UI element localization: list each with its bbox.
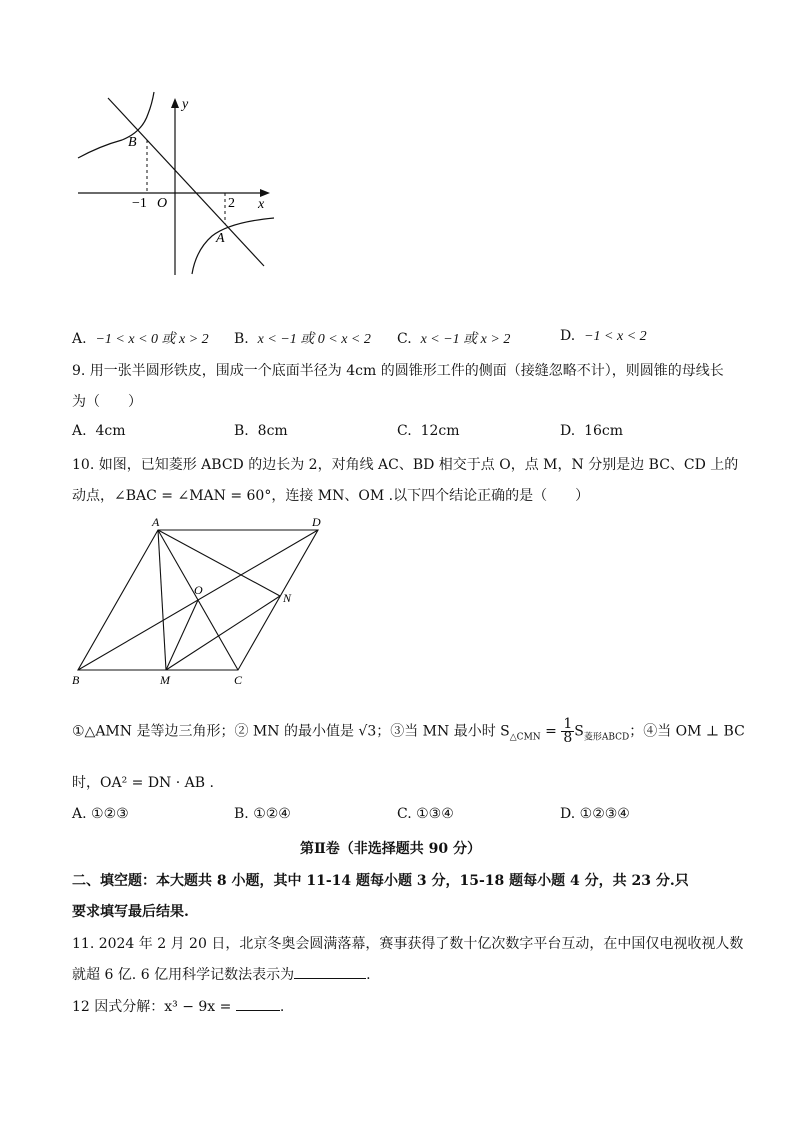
- hyperbola-branch-upper-left: [78, 92, 154, 158]
- q8-option-b[interactable]: B. x < −1 或 0 < x < 2: [234, 331, 371, 347]
- y-axis-arrow: [171, 98, 179, 108]
- q11-answer-blank[interactable]: [294, 964, 366, 979]
- q10-option-c[interactable]: C. ①③④: [397, 806, 454, 822]
- q9-option-d[interactable]: D. 16cm: [560, 423, 624, 439]
- vertex-d-label: D: [312, 515, 321, 529]
- vertex-b-label: B: [72, 673, 80, 687]
- function-graph: [70, 90, 280, 290]
- section2-heading-line2: 要求填写最后结果.: [72, 904, 189, 920]
- q10-statements-line2: 时，OA² = DN · AB .: [72, 775, 214, 791]
- q9-options: [72, 423, 772, 443]
- section2-heading-line1: 二、填空题：本大题共 8 小题，其中 11-14 题每小题 3 分，15-18 题每小题 4 分，共 23 分.只: [72, 873, 689, 889]
- section2-title: 第Ⅱ卷（非选择题共 90 分）: [300, 841, 482, 857]
- point-m-label: M: [160, 673, 170, 687]
- vertex-a-label: A: [152, 515, 160, 529]
- hyperbola-branch-lower-right: [192, 218, 274, 274]
- x-axis-arrow: [260, 189, 270, 197]
- point-n-label: N: [283, 591, 292, 605]
- q9-option-a[interactable]: A. 4cm: [72, 423, 126, 439]
- q11-stem-line1: 11. 2024 年 2 月 20 日，北京冬奥会圆满落幕，赛事获得了数十亿次数字平台互动，在中国仅电视收视人数: [72, 936, 744, 952]
- linear-function-line: [108, 98, 264, 266]
- point-a-label: A: [216, 231, 225, 246]
- q12-stem: 12 因式分解：x³ − 9x = .: [72, 996, 284, 1016]
- tick-label-neg1: −1: [132, 196, 147, 211]
- q10-option-b[interactable]: B. ①②④: [234, 806, 291, 822]
- q10-option-a[interactable]: A. ①②③: [72, 806, 129, 822]
- q10-statements-line1: ①△AMN 是等边三角形；② MN 的最小值是 √3；③当 MN 最小时 $S_{\triangle CMN}$ = $\frac{1}{8}$ $S_{菱形ABCD}$；④当 OM ⊥ BC: [72, 716, 745, 746]
- rhombus-figure: [66, 512, 336, 688]
- q10-stem-line1: 10. 如图，已知菱形 ABCD 的边长为 2，对角线 AC、BD 相交于点 O，点 M，N 分别是边 BC、CD 上的: [72, 457, 739, 473]
- vertex-c-label: C: [234, 673, 243, 687]
- q11-stem-line2: 就超 6 亿. 6 亿用科学记数法表示为 .: [72, 964, 371, 984]
- y-axis-label: y: [182, 97, 189, 112]
- point-b-label: B: [128, 135, 137, 150]
- q10-stem-line2: 动点，∠BAC = ∠MAN = 60°，连接 MN、OM .以下四个结论正确的是（ ）: [72, 488, 590, 504]
- segment-am: [158, 530, 166, 670]
- q9-option-c[interactable]: C. 12cm: [397, 423, 460, 439]
- q8-options: [72, 328, 772, 348]
- tick-label-2: 2: [228, 196, 235, 211]
- q9-stem-line1: 9. 用一张半圆形铁皮，围成一个底面半径为 4cm 的圆锥形工件的侧面（接缝忽略不计），则圆锥的母线长: [72, 363, 724, 379]
- q8-option-c[interactable]: C. x < −1 或 x > 2: [397, 331, 511, 347]
- point-o-label: O: [194, 583, 203, 597]
- q9-stem-line2: 为（ ）: [72, 394, 142, 410]
- x-axis-label: x: [258, 197, 265, 212]
- fraction-one-eighth: $\frac{1}{8}$: [563, 716, 573, 746]
- q10-option-d[interactable]: D. ①②③④: [560, 806, 630, 822]
- q12-answer-blank[interactable]: [236, 996, 280, 1011]
- origin-label: O: [157, 196, 168, 211]
- q8-option-a[interactable]: A. −1 < x < 0 或 x > 2: [72, 331, 209, 347]
- q9-option-b[interactable]: B. 8cm: [234, 423, 288, 439]
- q10-options: [72, 806, 772, 826]
- q8-option-d[interactable]: D. −1 < x < 2: [560, 328, 647, 344]
